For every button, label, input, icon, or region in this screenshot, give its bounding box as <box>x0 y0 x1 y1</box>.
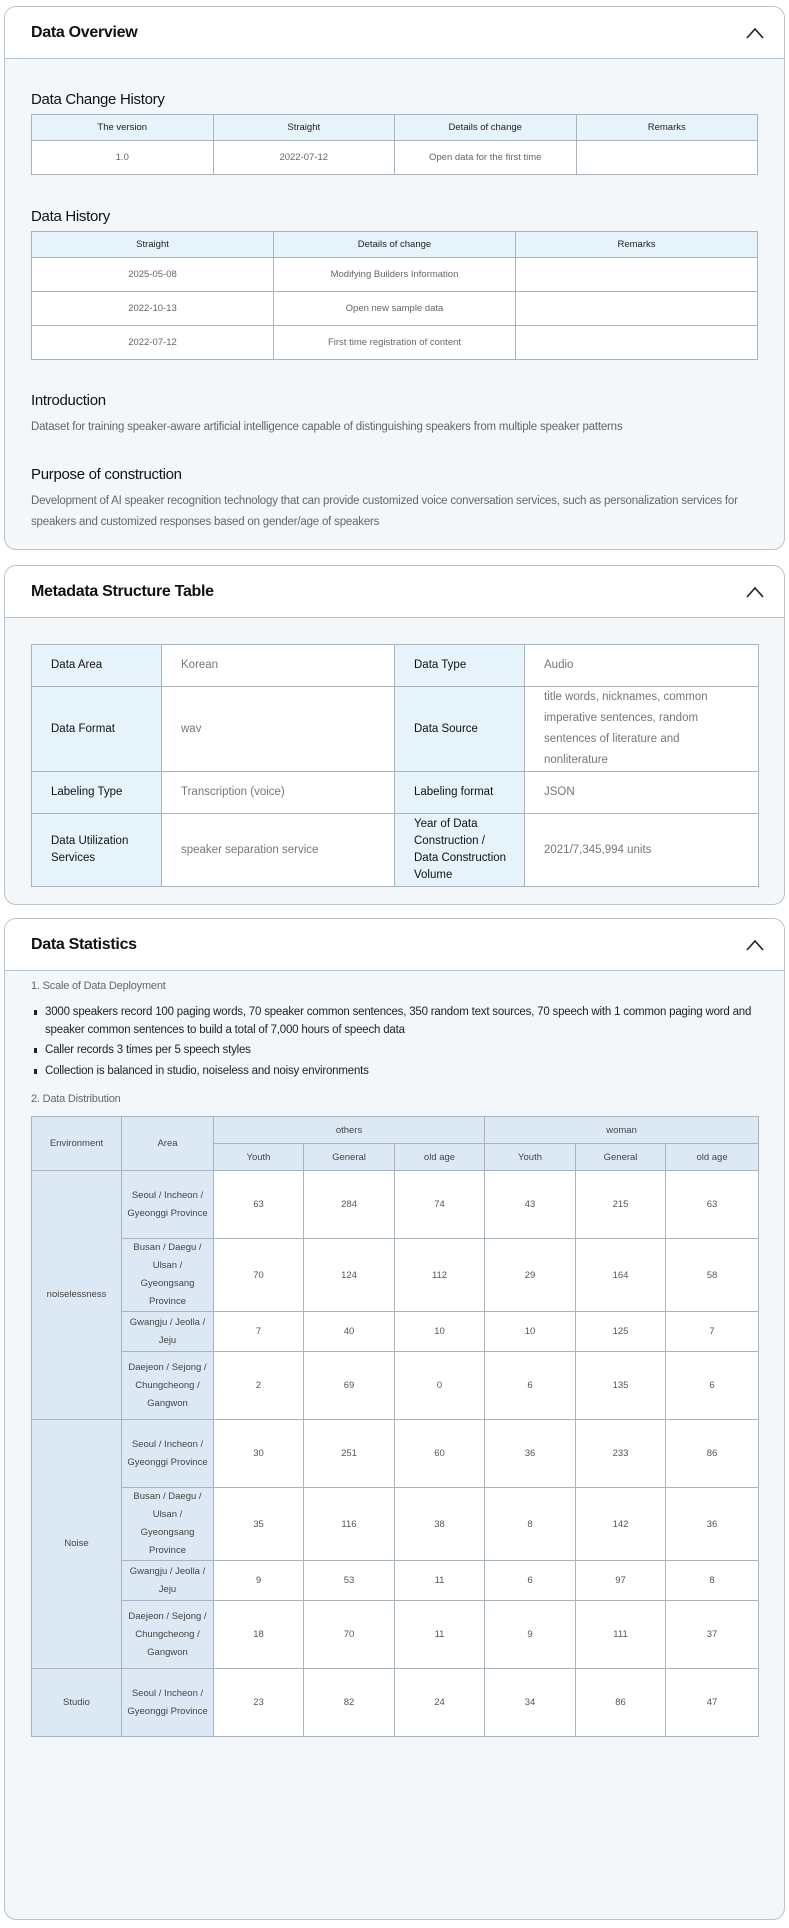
value-cell: 36 <box>485 1420 576 1488</box>
value-cell: 125 <box>576 1312 666 1352</box>
metadata-label: Data Source <box>395 687 525 772</box>
introduction-title: Introduction <box>31 392 106 409</box>
area-cell: Seoul / Incheon / Gyeonggi Province <box>122 1171 214 1239</box>
metadata-label: Labeling format <box>395 772 525 814</box>
metadata-label: Data Type <box>395 645 525 687</box>
introduction-text: Dataset for training speaker-aware artificial intelligence capable of distinguishing speakers from multiple speaker patterns <box>31 421 623 433</box>
metadata-label: Data Format <box>32 687 162 772</box>
metadata-value: speaker separation service <box>162 814 395 887</box>
distribution-heading: 2. Data Distribution <box>31 1093 121 1105</box>
statistics-card <box>4 918 785 1920</box>
value-cell: 24 <box>395 1669 485 1737</box>
distribution-table-body <box>32 1171 759 1737</box>
metadata-value: 2021/7,345,994 units <box>525 814 759 887</box>
table-cell: Open new sample data <box>274 292 516 326</box>
value-cell: 86 <box>576 1669 666 1737</box>
table-cell: Modifying Builders Information <box>274 258 516 292</box>
table-cell <box>516 326 758 360</box>
value-cell: 124 <box>304 1239 395 1312</box>
value-cell: 251 <box>304 1420 395 1488</box>
table-row <box>32 1561 759 1601</box>
value-cell: 34 <box>485 1669 576 1737</box>
metadata-value: Audio <box>525 645 759 687</box>
column-group-header: others <box>214 1117 485 1144</box>
table-row <box>32 1312 759 1352</box>
metadata-value: title words, nicknames, common imperative sentences, random sentences of literature and nonliterature <box>525 687 759 772</box>
data-overview-card <box>4 6 785 550</box>
metadata-card <box>4 565 785 905</box>
value-cell: 9 <box>214 1561 304 1601</box>
metadata-value: Korean <box>162 645 395 687</box>
metadata-label: Year of Data Construction / Data Construction Volume <box>395 814 525 887</box>
table-cell: Open data for the first time <box>395 141 577 175</box>
value-cell: 38 <box>395 1488 485 1561</box>
value-cell: 43 <box>485 1171 576 1239</box>
environment-cell: Studio <box>32 1669 122 1737</box>
column-header: Youth <box>214 1144 304 1171</box>
column-header: Remarks <box>576 115 758 141</box>
column-header-environment: Environment <box>32 1117 122 1171</box>
chevron-up-icon[interactable] <box>744 581 766 603</box>
environment-cell: noiselessness <box>32 1171 122 1420</box>
value-cell: 233 <box>576 1420 666 1488</box>
list-item: 3000 speakers record 100 paging words, 70 speaker common sentences, 350 random text sources, 70 speech with 1 common paging word and speaker common sentences to build a total of 7,000 hours of speech data <box>31 1004 761 1039</box>
area-cell: Daejeon / Sejong / Chungcheong / Gangwon <box>122 1601 214 1669</box>
column-header: Remarks <box>516 232 758 258</box>
list-item: Collection is balanced in studio, noiseless and noisy environments <box>31 1063 761 1081</box>
value-cell: 142 <box>576 1488 666 1561</box>
value-cell: 8 <box>485 1488 576 1561</box>
table-cell: First time registration of content <box>274 326 516 360</box>
value-cell: 82 <box>304 1669 395 1737</box>
value-cell: 284 <box>304 1171 395 1239</box>
column-header: Youth <box>485 1144 576 1171</box>
area-cell: Seoul / Incheon / Gyeonggi Province <box>122 1669 214 1737</box>
table-row <box>32 292 758 326</box>
value-cell: 74 <box>395 1171 485 1239</box>
table-row <box>32 326 758 360</box>
table-row <box>32 814 759 887</box>
table-cell <box>516 258 758 292</box>
scale-bullet-list <box>31 1004 761 1083</box>
column-group-header: woman <box>485 1117 759 1144</box>
value-cell: 35 <box>214 1488 304 1561</box>
value-cell: 164 <box>576 1239 666 1312</box>
table-row <box>32 772 759 814</box>
value-cell: 18 <box>214 1601 304 1669</box>
data-history-title: Data History <box>31 208 110 225</box>
value-cell: 23 <box>214 1669 304 1737</box>
value-cell: 10 <box>485 1312 576 1352</box>
metadata-header[interactable] <box>5 566 784 618</box>
value-cell: 60 <box>395 1420 485 1488</box>
value-cell: 53 <box>304 1561 395 1601</box>
metadata-title: Metadata Structure Table <box>31 582 214 600</box>
table-header-row <box>32 115 758 141</box>
value-cell: 40 <box>304 1312 395 1352</box>
area-cell: Seoul / Incheon / Gyeonggi Province <box>122 1420 214 1488</box>
table-cell: 2022-07-12 <box>32 326 274 360</box>
metadata-label: Data Area <box>32 645 162 687</box>
change-history-title: Data Change History <box>31 91 165 108</box>
value-cell: 111 <box>576 1601 666 1669</box>
column-header: Details of change <box>274 232 516 258</box>
value-cell: 47 <box>666 1669 759 1737</box>
value-cell: 2 <box>214 1352 304 1420</box>
value-cell: 70 <box>214 1239 304 1312</box>
value-cell: 63 <box>214 1171 304 1239</box>
value-cell: 0 <box>395 1352 485 1420</box>
metadata-table <box>31 644 759 887</box>
metadata-value: JSON <box>525 772 759 814</box>
table-row <box>32 1601 759 1669</box>
value-cell: 97 <box>576 1561 666 1601</box>
column-header: General <box>576 1144 666 1171</box>
value-cell: 37 <box>666 1601 759 1669</box>
column-header: Details of change <box>395 115 577 141</box>
column-header: General <box>304 1144 395 1171</box>
value-cell: 36 <box>666 1488 759 1561</box>
change-history-table <box>31 114 758 175</box>
column-header-area: Area <box>122 1117 214 1171</box>
value-cell: 63 <box>666 1171 759 1239</box>
table-row <box>32 1352 759 1420</box>
value-cell: 11 <box>395 1561 485 1601</box>
value-cell: 11 <box>395 1601 485 1669</box>
data-history-table <box>31 231 758 360</box>
table-row <box>32 687 759 772</box>
purpose-text: Development of AI speaker recognition technology that can provide customized voice conversation services, such as personalization services for speakers and customized responses based on gender/age of speakers <box>31 495 738 528</box>
area-cell: Busan / Daegu / Ulsan / Gyeongsang Province <box>122 1488 214 1561</box>
data-overview-header[interactable] <box>5 7 784 59</box>
value-cell: 29 <box>485 1239 576 1312</box>
table-row <box>32 1171 759 1239</box>
table-cell: 2025-05-08 <box>32 258 274 292</box>
area-cell: Busan / Daegu / Ulsan / Gyeongsang Province <box>122 1239 214 1312</box>
metadata-value: Transcription (voice) <box>162 772 395 814</box>
table-cell: 2022-10-13 <box>32 292 274 326</box>
value-cell: 86 <box>666 1420 759 1488</box>
statistics-header[interactable] <box>5 919 784 971</box>
table-row <box>32 645 759 687</box>
table-row <box>32 1420 759 1488</box>
value-cell: 70 <box>304 1601 395 1669</box>
value-cell: 116 <box>304 1488 395 1561</box>
column-header: old age <box>666 1144 759 1171</box>
table-row <box>32 1488 759 1561</box>
value-cell: 69 <box>304 1352 395 1420</box>
table-cell: 2022-07-12 <box>213 141 395 175</box>
scale-heading: 1. Scale of Data Deployment <box>31 980 166 992</box>
value-cell: 9 <box>485 1601 576 1669</box>
value-cell: 215 <box>576 1171 666 1239</box>
metadata-label: Data Utilization Services <box>32 814 162 887</box>
table-cell: 1.0 <box>32 141 214 175</box>
column-header: old age <box>395 1144 485 1171</box>
value-cell: 7 <box>666 1312 759 1352</box>
table-row <box>32 1669 759 1737</box>
area-cell: Gwangju / Jeolla / Jeju <box>122 1561 214 1601</box>
value-cell: 10 <box>395 1312 485 1352</box>
value-cell: 30 <box>214 1420 304 1488</box>
table-row <box>32 141 758 175</box>
data-overview-title: Data Overview <box>31 23 138 41</box>
metadata-value: wav <box>162 687 395 772</box>
value-cell: 58 <box>666 1239 759 1312</box>
statistics-title: Data Statistics <box>31 935 137 953</box>
purpose-title: Purpose of construction <box>31 466 182 483</box>
environment-cell: Noise <box>32 1420 122 1669</box>
chevron-up-icon[interactable] <box>744 934 766 956</box>
value-cell: 6 <box>666 1352 759 1420</box>
table-row <box>32 1239 759 1312</box>
table-header-row <box>32 232 758 258</box>
value-cell: 8 <box>666 1561 759 1601</box>
value-cell: 7 <box>214 1312 304 1352</box>
distribution-table <box>31 1116 759 1737</box>
list-item: Caller records 3 times per 5 speech styles <box>31 1042 761 1060</box>
column-header: Straight <box>213 115 395 141</box>
column-header: Straight <box>32 232 274 258</box>
value-cell: 135 <box>576 1352 666 1420</box>
table-cell <box>576 141 758 175</box>
area-cell: Daejeon / Sejong / Chungcheong / Gangwon <box>122 1352 214 1420</box>
value-cell: 6 <box>485 1352 576 1420</box>
table-cell <box>516 292 758 326</box>
table-header-row <box>32 1117 759 1144</box>
table-row <box>32 258 758 292</box>
chevron-up-icon[interactable] <box>744 22 766 44</box>
column-header: The version <box>32 115 214 141</box>
metadata-label: Labeling Type <box>32 772 162 814</box>
value-cell: 112 <box>395 1239 485 1312</box>
value-cell: 6 <box>485 1561 576 1601</box>
area-cell: Gwangju / Jeolla / Jeju <box>122 1312 214 1352</box>
